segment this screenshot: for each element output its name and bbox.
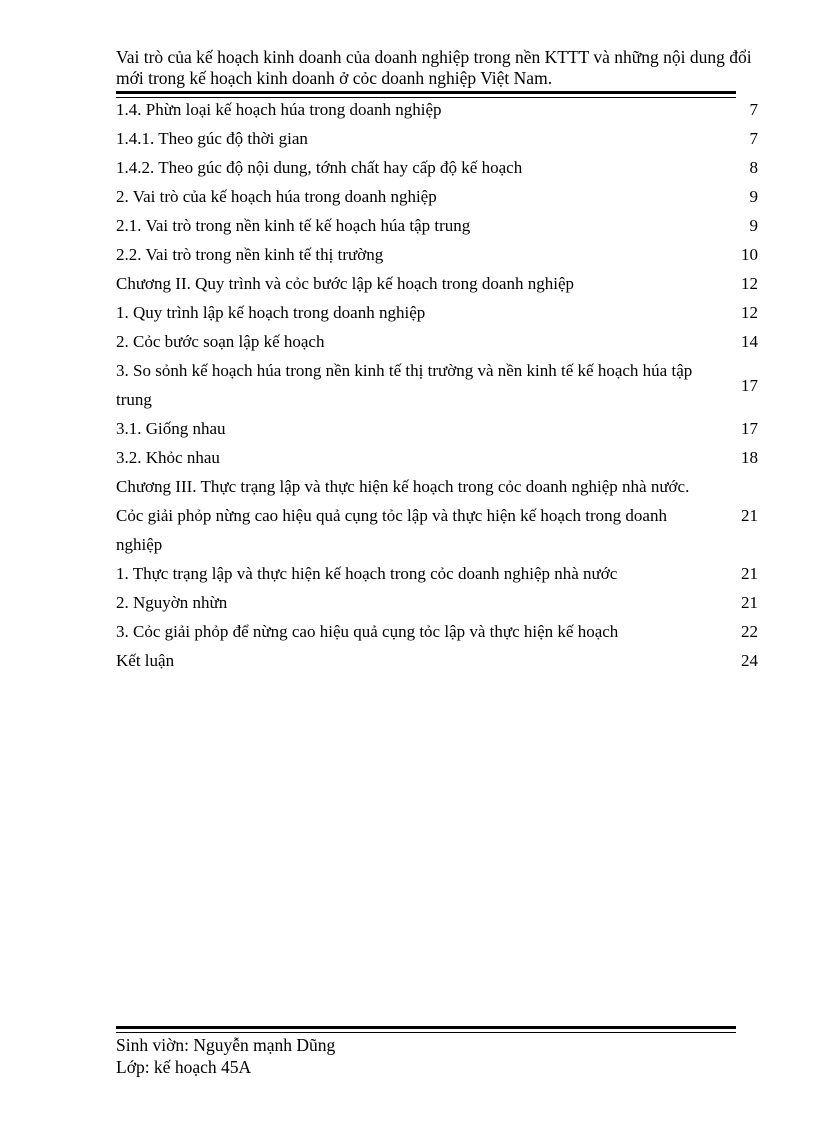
toc-entry-title: 1.4.1. Theo gúc độ thời gian [116, 129, 308, 148]
toc-entry-page: 7 [749, 100, 758, 119]
toc-entry-page: 24 [741, 651, 758, 670]
footer-class: Lớp: kế hoạch 45A [116, 1057, 252, 1077]
toc-entry-page: 21 [741, 506, 758, 525]
toc-entry-page: 18 [741, 448, 758, 467]
table-of-contents [116, 95, 758, 675]
toc-entry [116, 559, 758, 588]
toc-entry-page: 9 [749, 216, 758, 235]
toc-entry-title: 2.1. Vai trò trong nền kinh tế kế hoạch húa tập trung [116, 216, 471, 235]
toc-entry-page: 17 [741, 375, 758, 395]
toc-entry-page: 17 [741, 419, 758, 438]
toc-entry-page: 12 [741, 274, 758, 293]
toc-entry-page: 10 [741, 245, 758, 264]
page-header-text: Vai trò của kế hoạch kinh doanh của doanh nghiệp trong nền KTTT và những nội dung đổi mới trong kế hoạch kinh doanh ở cỏc doanh nghiệp Việt Nam. [116, 47, 752, 88]
toc-entry-title: 3.1. Giống nhau [116, 419, 226, 438]
toc-entry-title: Kết luận [116, 651, 175, 670]
footer-student: Sinh viờn: Nguyễn mạnh Dũng [116, 1035, 336, 1055]
toc-entry-page: 9 [749, 187, 758, 206]
toc-entry-title: 2.2. Vai trò trong nền kinh tế thị trường [116, 245, 384, 264]
toc-entry-page: 7 [749, 129, 758, 148]
toc-entry-page: 8 [749, 158, 758, 177]
toc-entry-title: 1. Thực trạng lập và thực hiện kế hoạch trong cỏc doanh nghiệp nhà nước [116, 564, 618, 583]
toc-entry-page: 14 [741, 332, 758, 351]
toc-entry-title: 3. So sỏnh kế hoạch húa trong nền kinh tế thị trường và nền kinh tế kế hoạch húa tập trung [116, 361, 693, 409]
toc-entry [116, 472, 758, 559]
toc-entry-title: Chương II. Quy trình và cỏc bước lập kế hoạch trong doanh nghiệp [116, 274, 574, 293]
toc-entry [116, 414, 758, 443]
toc-entry [116, 95, 758, 124]
toc-entry-title: 3. Cỏc giải phỏp để nừng cao hiệu quả cụng tỏc lập và thực hiện kế hoạch [116, 622, 619, 641]
toc-entry [116, 211, 758, 240]
toc-entry [116, 327, 758, 356]
toc-entry [116, 617, 758, 646]
toc-entry [116, 182, 758, 211]
toc-entry-page: 12 [741, 303, 758, 322]
toc-entry-title: 2. Cỏc bước soạn lập kế hoạch [116, 332, 325, 351]
toc-entry-title: Chương III. Thực trạng lập và thực hiện kế hoạch trong cỏc doanh nghiệp nhà nước. Cỏc giải phỏp nừng cao hiệu quả cụng tỏc lập và thực hiện kế hoạch trong doanh nghiệp [116, 477, 690, 554]
toc-entry-page: 21 [741, 593, 758, 612]
toc-entry [116, 356, 758, 414]
toc-entry-title: 1. Quy trình lập kế hoạch trong doanh nghiệp [116, 303, 426, 322]
toc-entry [116, 124, 758, 153]
toc-entry [116, 269, 758, 298]
toc-entry [116, 298, 758, 327]
footer-rule [116, 1026, 736, 1033]
toc-entry-title: 1.4.2. Theo gúc độ nội dung, tớnh chất hay cấp độ kế hoạch [116, 158, 523, 177]
toc-entry-title: 3.2. Khỏc nhau [116, 448, 220, 467]
toc-entry-page: 22 [741, 622, 758, 641]
toc-entry [116, 588, 758, 617]
toc-entry [116, 240, 758, 269]
toc-entry [116, 443, 758, 472]
toc-entry [116, 153, 758, 182]
toc-entry-title: 1.4. Phừn loại kế hoạch húa trong doanh nghiệp [116, 100, 442, 119]
toc-entry-title: 2. Nguyờn nhừn [116, 593, 228, 612]
toc-entry-title: 2. Vai trò của kế hoạch húa trong doanh nghiệp [116, 187, 437, 206]
toc-entry-page: 21 [741, 564, 758, 583]
toc-entry [116, 646, 758, 675]
page-footer [116, 1034, 335, 1078]
